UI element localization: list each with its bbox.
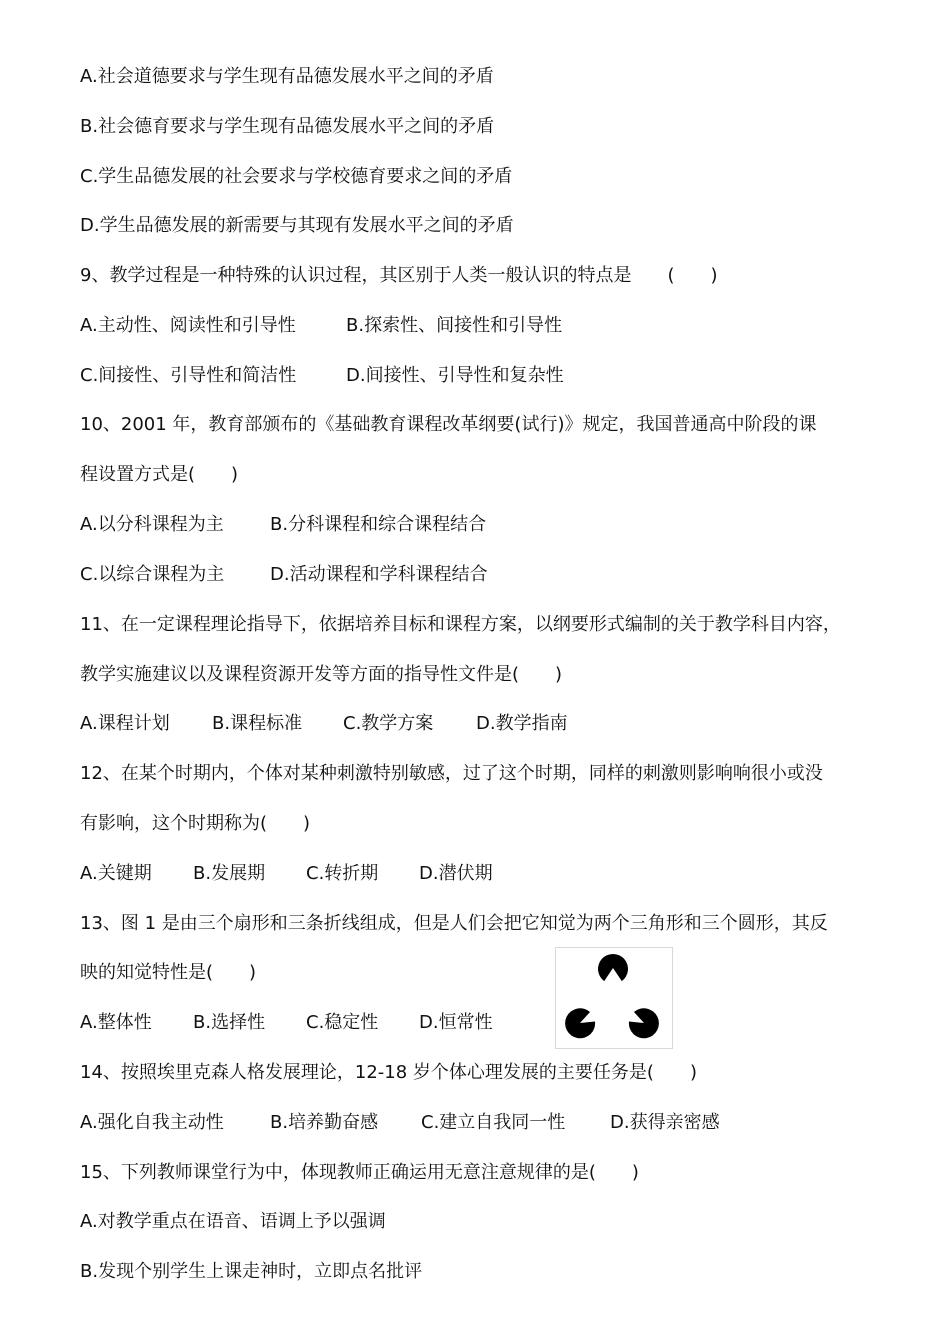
q10-option-c: C.以综合课程为主 xyxy=(80,564,225,585)
q9-stem: 9、教学过程是一种特殊的认识过程，其区别于人类一般认识的特点是 ( ) xyxy=(80,265,718,286)
q11-option-d: D.教学指南 xyxy=(476,713,568,734)
figure-1 xyxy=(555,947,673,1049)
q9-option-c: C.间接性、引导性和简洁性 xyxy=(80,365,297,386)
q11-stem-line1: 11、在一定课程理论指导下，依据培养目标和课程方案，以纲要形式编制的关于教学科目内容， xyxy=(80,614,841,635)
q12-option-d: D.潜伏期 xyxy=(419,863,493,884)
pacman-illusion-icon xyxy=(556,948,672,1048)
q12-stem-line2: 有影响，这个时期称为( ) xyxy=(80,813,311,834)
q11-option-c: C.教学方案 xyxy=(343,713,434,734)
q13-stem-line2: 映的知觉特性是( ) xyxy=(80,962,257,983)
q12-option-c: C.转折期 xyxy=(306,863,379,884)
left-pacman-shape xyxy=(565,1008,595,1038)
q10-option-d: D.活动课程和学科课程结合 xyxy=(270,564,488,585)
q15-option-b: B.发现个别学生上课走神时，立即点名批评 xyxy=(80,1261,423,1282)
q10-stem-line1: 10、2001 年，教育部颁布的《基础教育课程改革纲要(试行)》规定，我国普通高中阶段的课 xyxy=(80,414,817,435)
q12-option-b: B.发展期 xyxy=(193,863,266,884)
q8-option-c: C.学生品德发展的社会要求与学校德育要求之间的矛盾 xyxy=(80,166,513,187)
q10-option-b: B.分科课程和综合课程结合 xyxy=(270,514,487,535)
q11-option-a: A.课程计划 xyxy=(80,713,170,734)
q8-option-a: A.社会道德要求与学生现有品德发展水平之间的矛盾 xyxy=(80,66,494,87)
q14-option-b: B.培养勤奋感 xyxy=(270,1112,379,1133)
q14-stem: 14、按照埃里克森人格发展理论，12-18 岁个体心理发展的主要任务是( ) xyxy=(80,1062,697,1083)
q14-option-d: D.获得亲密感 xyxy=(610,1112,720,1133)
q10-option-a: A.以分科课程为主 xyxy=(80,514,224,535)
q15-stem: 15、下列教师课堂行为中，体现教师正确运用无意注意规律的是( ) xyxy=(80,1162,639,1183)
q13-option-d: D.恒常性 xyxy=(419,1012,493,1033)
q13-option-b: B.选择性 xyxy=(193,1012,266,1033)
q8-option-b: B.社会德育要求与学生现有品德发展水平之间的矛盾 xyxy=(80,116,495,137)
q10-stem-line2: 程设置方式是( ) xyxy=(80,464,239,485)
q14-option-a: A.强化自我主动性 xyxy=(80,1112,224,1133)
q9-option-b: B.探索性、间接性和引导性 xyxy=(346,315,563,336)
q12-stem-line1: 12、在某个时期内，个体对某种刺激特别敏感，过了这个时期，同样的刺激则影响响很小或没 xyxy=(80,763,823,784)
q8-option-d: D.学生品德发展的新需要与其现有发展水平之间的矛盾 xyxy=(80,215,514,236)
right-pacman-shape xyxy=(629,1008,659,1038)
q13-option-c: C.稳定性 xyxy=(306,1012,379,1033)
q15-option-a: A.对教学重点在语音、语调上予以强调 xyxy=(80,1211,386,1232)
q9-option-d: D.间接性、引导性和复杂性 xyxy=(346,365,564,386)
top-pacman-shape xyxy=(598,954,628,981)
q9-option-a: A.主动性、阅读性和引导性 xyxy=(80,315,296,336)
q13-stem-line1: 13、图 1 是由三个扇形和三条折线组成，但是人们会把它知觉为两个三角形和三个圆形，其反 xyxy=(80,913,828,934)
q13-option-a: A.整体性 xyxy=(80,1012,152,1033)
q14-option-c: C.建立自我同一性 xyxy=(421,1112,566,1133)
q12-option-a: A.关键期 xyxy=(80,863,152,884)
q11-option-b: B.课程标准 xyxy=(212,713,303,734)
q11-stem-line2: 教学实施建议以及课程资源开发等方面的指导性文件是( ) xyxy=(80,664,563,685)
